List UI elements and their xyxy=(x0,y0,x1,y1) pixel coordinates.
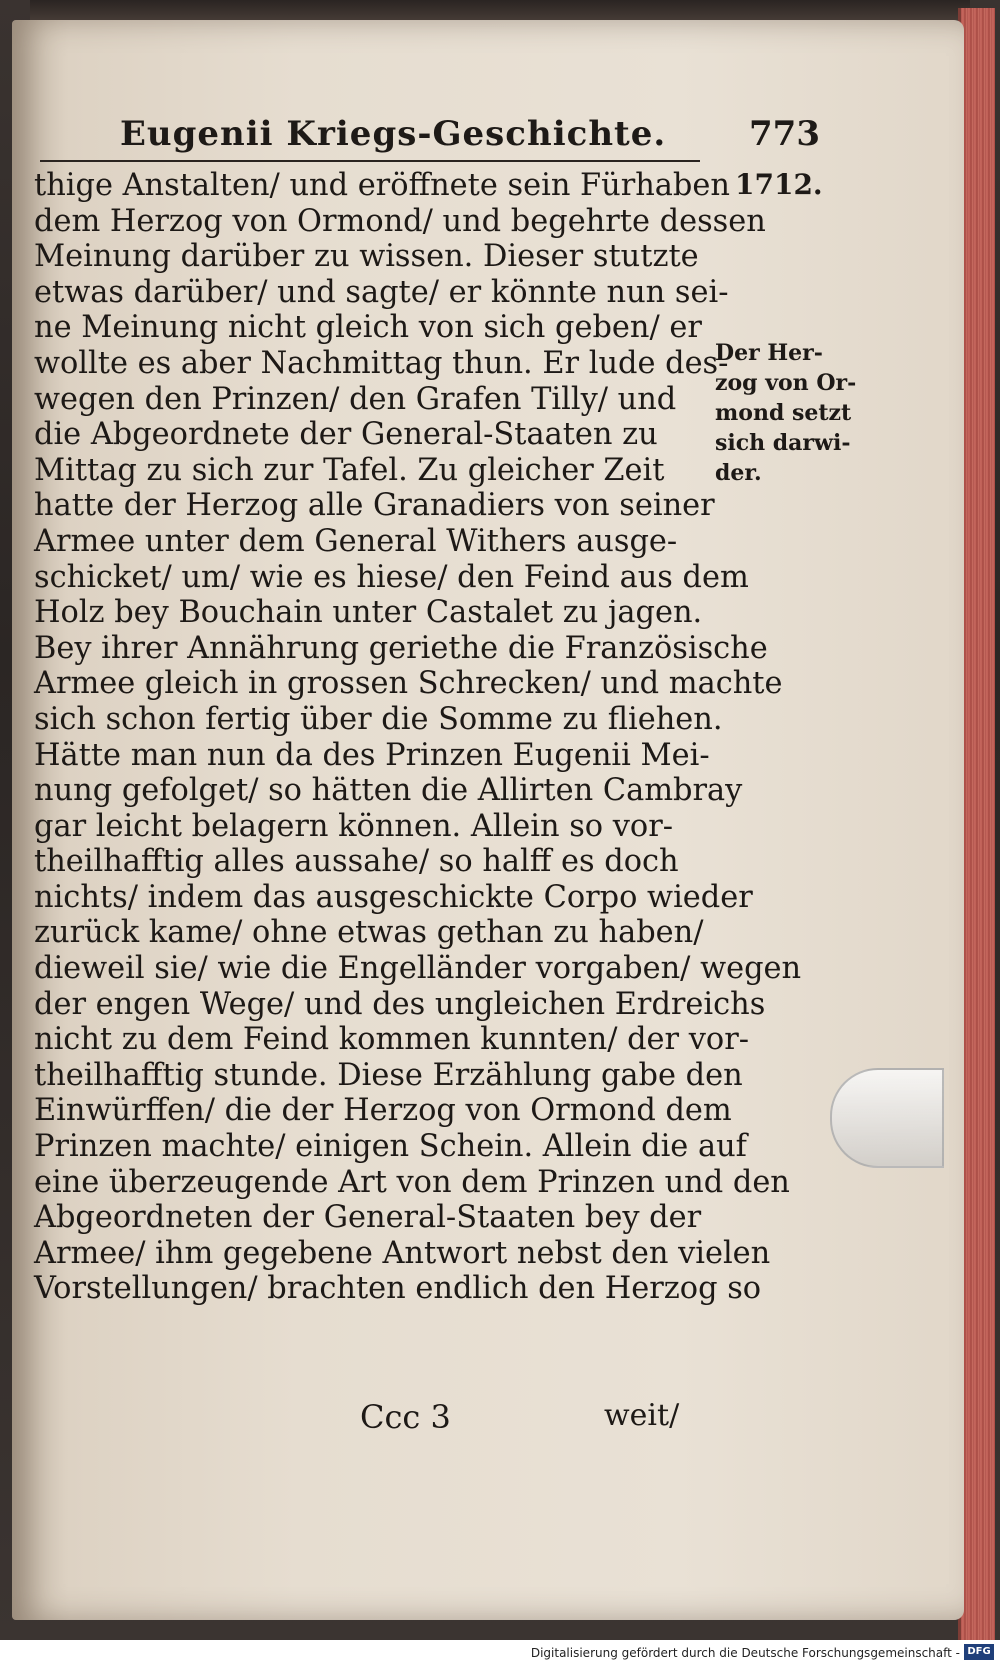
text-line: schicket/ um/ wie es hiese/ den Feind aus dem xyxy=(34,559,749,595)
text-line: Armee/ ihm gegebene Antwort nebst den vielen xyxy=(34,1235,771,1271)
text-line: nung gefolget/ so hätten die Allirten Cambray xyxy=(34,773,743,809)
footer-bar xyxy=(0,1640,1000,1667)
text-line: sich schon fertig über die Somme zu fliehen. xyxy=(34,701,723,737)
signature-mark: Ccc 3 xyxy=(360,1398,451,1436)
marginal-note-line: mond setzt xyxy=(715,400,852,426)
text-line: eine überzeugende Art von dem Prinzen und den xyxy=(34,1164,790,1200)
text-line: Bey ihrer Annährung geriethe die Französische xyxy=(34,630,768,666)
text-line: nichts/ indem das ausgeschickte Corpo wieder xyxy=(34,879,753,915)
text-line: wegen den Prinzen/ den Grafen Tilly/ und xyxy=(34,381,677,417)
text-line: Mittag zu sich zur Tafel. Zu gleicher Zeit xyxy=(34,452,665,488)
text-line: die Abgeordnete der General-Staaten zu xyxy=(34,417,658,453)
text-line: nicht zu dem Feind kommen kunnten/ der vor- xyxy=(34,1022,749,1058)
text-line: Einwürffen/ die der Herzog von Ormond dem xyxy=(34,1093,732,1129)
marginal-note-line: der. xyxy=(715,460,762,486)
text-line: zurück kame/ ohne etwas gethan zu haben/ xyxy=(34,915,704,951)
text-line: Armee gleich in grossen Schrecken/ und machte xyxy=(34,666,783,702)
text-line: Hätte man nun da des Prinzen Eugenii Mei- xyxy=(34,737,710,773)
header-rule xyxy=(40,160,700,162)
header-title: Eugenii Kriegs-Geschichte. xyxy=(120,114,667,154)
marginal-note-line: sich darwi- xyxy=(715,430,851,456)
margin-year: 1712. xyxy=(735,168,823,201)
text-line: theilhafftig alles aussahe/ so halff es doch xyxy=(34,844,679,880)
text-line: der engen Wege/ und des ungleichen Erdreichs xyxy=(34,986,766,1022)
running-header xyxy=(120,108,820,160)
text-line: Vorstellungen/ brachten endlich den Herzog so xyxy=(34,1271,762,1307)
book-clip xyxy=(830,1068,944,1168)
text-line: hatte der Herzog alle Granadiers von seiner xyxy=(34,488,715,524)
text-line: Armee unter dem General Withers ausge- xyxy=(34,523,678,559)
dfg-logo: DFG xyxy=(964,1644,994,1660)
text-line: etwas darüber/ und sagte/ er könnte nun sei- xyxy=(34,274,729,310)
text-line: dieweil sie/ wie die Engelländer vorgaben/ wegen xyxy=(34,951,802,987)
marginal-note-line: Der Her- xyxy=(715,340,823,366)
text-line: Holz bey Bouchain unter Castalet zu jagen. xyxy=(34,595,703,631)
marginal-note-line: zog von Or- xyxy=(715,370,857,396)
text-line: gar leicht belagern können. Allein so vor- xyxy=(34,808,674,844)
text-line: theilhafftig stunde. Diese Erzählung gabe den xyxy=(34,1057,743,1093)
marginal-note xyxy=(715,338,857,488)
page-number: 773 xyxy=(749,114,820,154)
catchword: weit/ xyxy=(604,1398,680,1433)
text-line: Meinung darüber zu wissen. Dieser stutzte xyxy=(34,239,699,275)
text-line: Prinzen machte/ einigen Schein. Allein die auf xyxy=(34,1129,747,1165)
text-line: ne Meinung nicht gleich von sich geben/ er xyxy=(34,310,702,346)
text-line: thige Anstalten/ und eröffnete sein Fürhaben xyxy=(34,168,730,203)
text-line: Abgeordneten der General-Staaten bey der xyxy=(34,1200,702,1236)
footer-credit: Digitalisierung gefördert durch die Deutsche Forschungsgemeinschaft - xyxy=(530,1646,960,1660)
text-line: wollte es aber Nachmittag thun. Er lude des- xyxy=(34,345,729,381)
text-line: dem Herzog von Ormond/ und begehrte dessen xyxy=(34,203,766,239)
